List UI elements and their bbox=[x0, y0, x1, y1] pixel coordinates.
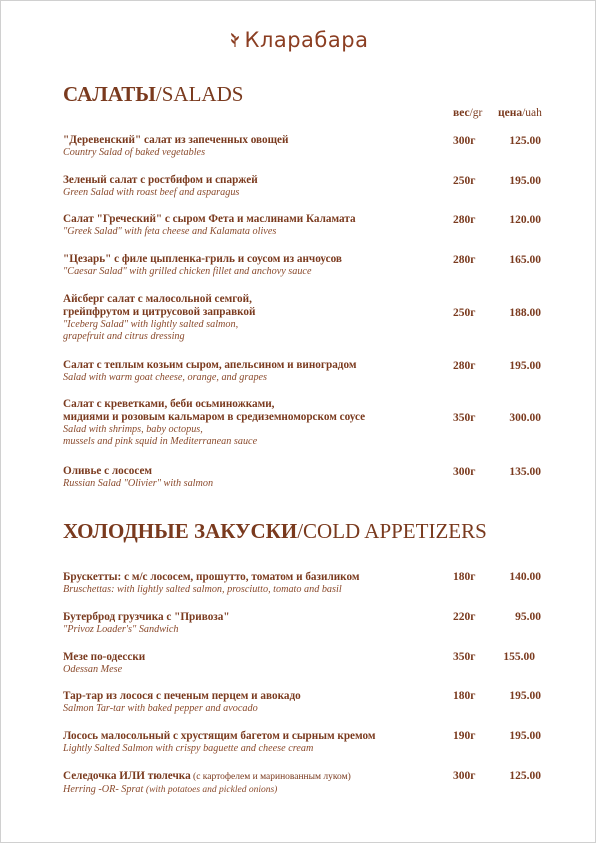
item-name-en: "Privoz Loader's" Sandwich bbox=[63, 624, 179, 635]
item-price: 95.00 bbox=[515, 611, 541, 623]
item-name-ru: Айсберг салат с малосольной семгой, bbox=[63, 293, 252, 305]
item-price: 165.00 bbox=[509, 254, 541, 266]
sprig-icon bbox=[228, 29, 242, 53]
column-header-weight bbox=[453, 107, 482, 119]
menu-item bbox=[63, 213, 583, 238]
item-name-ru: Салат "Греческий" с сыром Фета и маслинами Каламата bbox=[63, 213, 356, 225]
item-weight: 280г bbox=[453, 360, 476, 372]
item-price: 300.00 bbox=[509, 412, 541, 424]
item-name-ru-line2: грейпфрутом и цитрусовой заправкой bbox=[63, 306, 256, 318]
item-price: 195.00 bbox=[509, 360, 541, 372]
menu-item bbox=[63, 571, 583, 596]
item-weight: 280г bbox=[453, 254, 476, 266]
item-name-ru: Оливье с лососем bbox=[63, 465, 153, 477]
item-name-en: Bruschettas: with lightly salted salmon, prosciutto, tomato and basil bbox=[63, 584, 342, 595]
item-name-en: "Greek Salad" with feta cheese and Kalamata olives bbox=[63, 226, 277, 237]
column-header-price-en: /uah bbox=[522, 107, 542, 119]
column-header-price bbox=[498, 107, 542, 119]
item-weight: 220г bbox=[453, 611, 476, 623]
section-title-salads bbox=[63, 82, 243, 107]
item-name-en: Odessan Mese bbox=[63, 664, 123, 675]
item-name-ru: Лосось малосольный с хрустящим багетом и сырным кремом bbox=[63, 730, 376, 742]
menu-item bbox=[63, 174, 583, 199]
item-name-ru-main: Селедочка ИЛИ тюлечка bbox=[63, 770, 191, 782]
section-title-sep: / bbox=[155, 82, 162, 106]
section-title-ru: САЛАТЫ bbox=[63, 82, 156, 106]
item-name-en: "Caesar Salad" with grilled chicken fillet and anchovy sauce bbox=[63, 266, 312, 277]
item-name-en-main: Herring -OR- Sprat bbox=[63, 784, 146, 795]
section-title-en: COLD APPETIZERS bbox=[303, 519, 487, 543]
column-header-weight-ru: вес bbox=[453, 107, 470, 119]
item-note-ru: (с картофелем и маринованным луком) bbox=[190, 772, 351, 782]
item-weight: 350г bbox=[453, 412, 476, 424]
item-weight: 300г bbox=[453, 135, 476, 147]
item-name-ru: Салат с теплым козьим сыром, апельсином и виноградом bbox=[63, 359, 357, 371]
item-weight: 250г bbox=[453, 175, 476, 187]
menu-item bbox=[63, 398, 583, 448]
item-name-ru: Салат с креветками, беби осьминожками, bbox=[63, 398, 275, 410]
section-title-en: SALADS bbox=[161, 82, 244, 106]
item-name-en: Salad with warm goat cheese, orange, and grapes bbox=[63, 372, 268, 383]
item-name-en-line2: mussels and pink squid in Mediterranean sauce bbox=[63, 436, 258, 447]
item-price: 140.00 bbox=[509, 571, 541, 583]
item-weight: 190г bbox=[453, 730, 476, 742]
section-title-cold-appetizers bbox=[63, 519, 487, 544]
menu-item bbox=[63, 651, 583, 676]
item-weight: 280г bbox=[453, 214, 476, 226]
item-price: 125.00 bbox=[509, 770, 541, 782]
menu-item bbox=[63, 253, 583, 278]
item-name-ru: "Цезарь" с филе цыпленка-гриль и соусом из анчоусов bbox=[63, 253, 342, 265]
section-title-ru: ХОЛОДНЫЕ ЗАКУСКИ bbox=[63, 519, 298, 543]
item-price: 125.00 bbox=[509, 135, 541, 147]
item-price: 120.00 bbox=[509, 214, 541, 226]
menu-item bbox=[63, 730, 583, 755]
item-name-ru: Тар-тар из лосося с печеным перцем и авокадо bbox=[63, 690, 301, 702]
item-name-ru: "Деревенский" салат из запеченных овощей bbox=[63, 134, 289, 146]
item-weight: 300г bbox=[453, 770, 476, 782]
item-note-en: (with potatoes and pickled onions) bbox=[145, 785, 278, 795]
logo bbox=[0, 28, 596, 53]
item-name-ru: Зеленый салат с ростбифом и спаржей bbox=[63, 174, 258, 186]
item-name-en bbox=[63, 784, 583, 796]
item-name-en: "Iceberg Salad" with lightly salted salmon, bbox=[63, 319, 239, 330]
menu-item bbox=[63, 611, 583, 636]
menu-item bbox=[63, 770, 583, 796]
item-name-en: Russian Salad "Olivier" with salmon bbox=[63, 478, 214, 489]
menu-item bbox=[63, 293, 583, 343]
menu-item bbox=[63, 134, 583, 159]
item-weight: 350г bbox=[453, 651, 476, 663]
item-name-en-line2: grapefruit and citrus dressing bbox=[63, 331, 185, 342]
item-price: 135.00 bbox=[509, 466, 541, 478]
item-name-en: Country Salad of baked vegetables bbox=[63, 147, 206, 158]
item-price: 195.00 bbox=[509, 175, 541, 187]
item-price: 195.00 bbox=[509, 690, 541, 702]
menu-item bbox=[63, 465, 583, 490]
menu-item bbox=[63, 690, 583, 715]
column-header-price-ru: цена bbox=[498, 107, 523, 119]
item-weight: 180г bbox=[453, 571, 476, 583]
logo-text: Кларабара bbox=[244, 28, 369, 52]
column-header-weight-en: /gr bbox=[469, 107, 483, 119]
item-name-ru-line2: мидиями и розовым кальмаром в средиземноморском соусе bbox=[63, 411, 366, 423]
item-name-en: Salad with shrimps, baby octopus, bbox=[63, 424, 203, 435]
item-name-ru: Бутерброд грузчика с "Привоза" bbox=[63, 611, 230, 623]
item-price: 188.00 bbox=[509, 307, 541, 319]
item-price: 155.00 bbox=[503, 651, 535, 663]
item-name-en: Lightly Salted Salmon with crispy baguette and cheese cream bbox=[63, 743, 314, 754]
item-weight: 180г bbox=[453, 690, 476, 702]
item-name-ru: Мезе по-одесски bbox=[63, 651, 146, 663]
item-price: 195.00 bbox=[509, 730, 541, 742]
item-name-en: Green Salad with roast beef and asparagus bbox=[63, 187, 240, 198]
item-weight: 300г bbox=[453, 466, 476, 478]
item-name-en: Salmon Tar-tar with baked pepper and avocado bbox=[63, 703, 258, 714]
item-name-ru: Брускетты: с м/с лососем, прошутто, томатом и базиликом bbox=[63, 571, 360, 583]
section-title-sep: / bbox=[297, 519, 304, 543]
item-weight: 250г bbox=[453, 307, 476, 319]
menu-item bbox=[63, 359, 583, 384]
